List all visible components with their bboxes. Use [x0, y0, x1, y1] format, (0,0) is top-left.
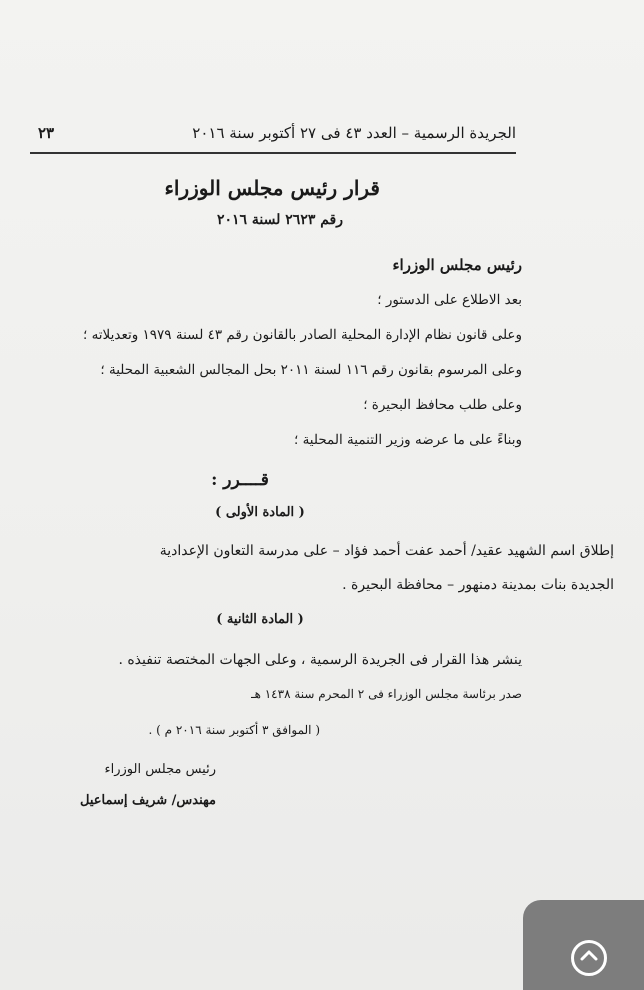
preamble-line: وعلى طلب محافظ البحيرة ؛: [363, 397, 522, 413]
article-1-line-1: إطلاق اسم الشهيد عقيد/ أحمد عفت أحمد فؤاد – على مدرسة التعاون الإعدادية: [159, 543, 614, 559]
chevron-up-glyph: [577, 945, 601, 965]
preamble-line: وعلى المرسوم بقانون رقم ١١٦ لسنة ٢٠١١ بحل المجالس الشعبية المحلية ؛: [100, 362, 522, 378]
article-1-title: ( المادة الأولى ): [215, 505, 305, 520]
preamble-line: بعد الاطلاع على الدستور ؛: [377, 292, 522, 308]
signatory-name: مهندس/ شريف إسماعيل: [79, 793, 216, 808]
body-heading: رئيس مجلس الوزراء: [392, 256, 522, 274]
decree-number: رقم ٢٦٢٣ لسنة ٢٠١٦: [216, 212, 344, 228]
decree-title: قرار رئيس مجلس الوزراء: [164, 176, 380, 200]
scroll-top-button[interactable]: [523, 900, 644, 990]
page-header: [30, 121, 516, 145]
article-2-text: ينشر هذا القرار فى الجريدة الرسمية ، وعلى الجهات المختصة تنفيذه .: [118, 652, 522, 668]
issued-line: صدر برئاسة مجلس الوزراء فى ٢ المحرم سنة ١٤٣٨ هـ: [251, 687, 522, 701]
gazette-header-title: الجريدة الرسمية – العدد ٤٣ فى ٢٧ أكتوبر سنة ٢٠١٦: [192, 124, 516, 142]
decided-heading: قــــرر :: [211, 470, 269, 490]
header-divider: [30, 152, 516, 154]
article-2-title: ( المادة الثانية ): [216, 612, 304, 627]
signatory-title: رئيس مجلس الوزراء: [104, 762, 216, 777]
page-number: ٢٣: [38, 124, 55, 142]
preamble-line: وعلى قانون نظام الإدارة المحلية الصادر بالقانون رقم ٤٣ لسنة ١٩٧٩ وتعديلاته ؛: [82, 327, 522, 343]
corresponding-date: ( الموافق ٣ أكتوبر سنة ٢٠١٦ م ) .: [148, 723, 320, 737]
article-1-line-2: الجديدة بنات بمدينة دمنهور – محافظة البحيرة .: [342, 577, 614, 593]
preamble-line: وبناءً على ما عرضه وزير التنمية المحلية ؛: [293, 432, 522, 448]
